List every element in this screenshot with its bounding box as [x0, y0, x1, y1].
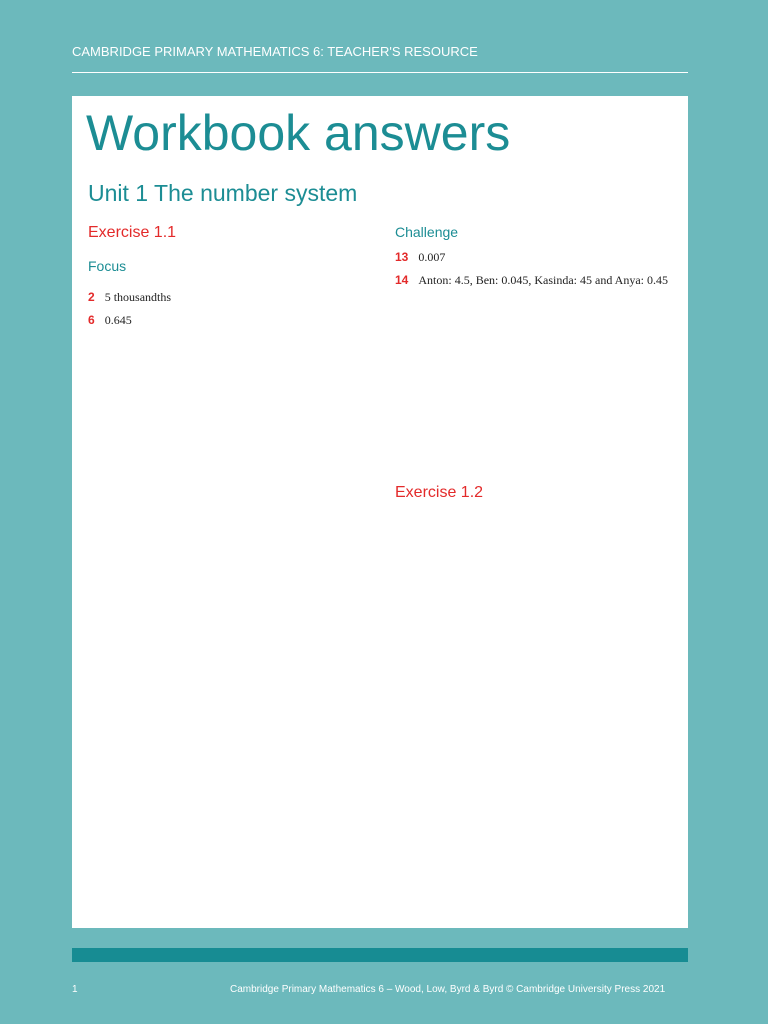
answer-item	[88, 313, 368, 328]
answer-list-right	[395, 250, 670, 296]
unit-heading: Unit 1 The number system	[88, 180, 358, 206]
answer-text: Anton: 4.5, Ben: 0.045, Kasinda: 45 and Anya: 0.45	[418, 273, 669, 287]
header-rule	[72, 72, 688, 73]
exercise-heading-left: Exercise 1.1	[88, 224, 177, 241]
answer-list-left	[88, 290, 368, 336]
footer-credit: Cambridge Primary Mathematics 6 – Wood, Low, Byrd & Byrd © Cambridge University Press 2021	[230, 984, 666, 995]
page-title: Workbook answers	[86, 105, 511, 161]
answer-item	[395, 250, 670, 265]
section-heading-left: Focus	[88, 258, 127, 274]
answer-item	[395, 273, 670, 288]
answer-number: 14	[395, 273, 409, 287]
answer-text: 0.645	[104, 313, 132, 327]
answer-number: 2	[88, 290, 95, 304]
answer-text: 5 thousandths	[104, 290, 172, 304]
page-card	[72, 96, 688, 928]
answer-item	[88, 290, 368, 305]
answer-number: 6	[88, 313, 95, 327]
exercise-heading-right: Exercise 1.2	[395, 484, 484, 501]
answer-text: 0.007	[418, 250, 446, 264]
answer-number: 13	[395, 250, 409, 264]
running-header: CAMBRIDGE PRIMARY MATHEMATICS 6: TEACHER'S RESOURCE	[72, 44, 478, 59]
section-heading-right: Challenge	[395, 224, 459, 240]
footer-band	[72, 948, 688, 962]
page-number: 1	[72, 984, 78, 995]
